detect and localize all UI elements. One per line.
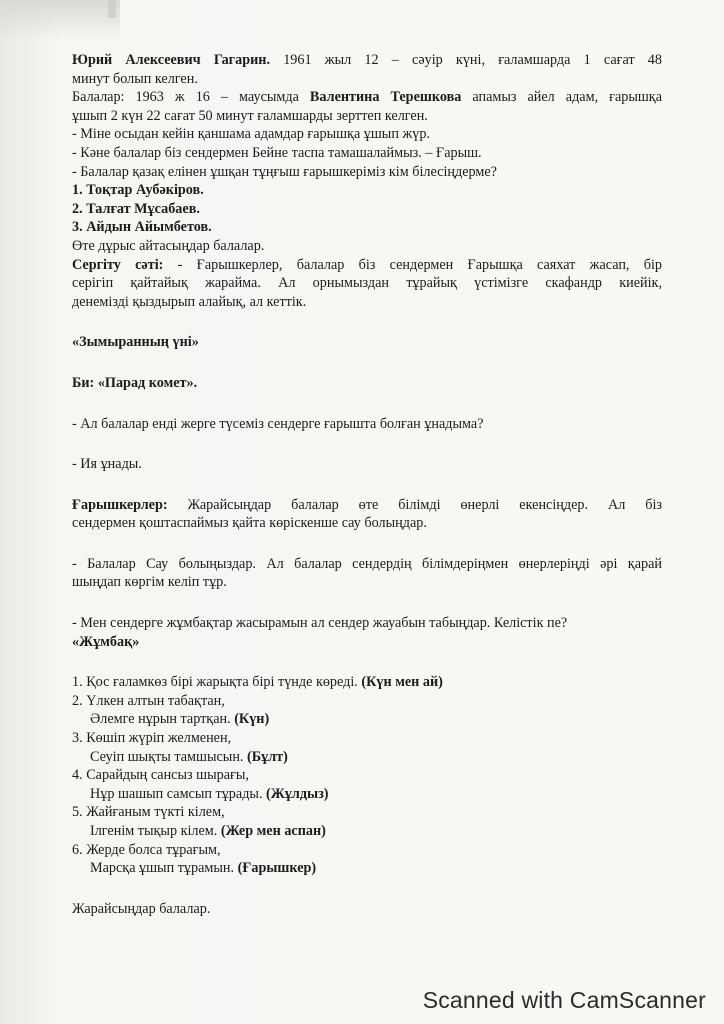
riddle-text: Сеуіп шықты тамшысын. [90,748,248,765]
text-line: минут болып келген. [72,70,198,87]
riddle-text: 6. Жерде болса тұрағым, [72,841,221,858]
paragraph-sergitu [72,256,662,275]
list-item: 3. Айдын Айымбетов. [72,219,212,236]
riddle-answer: (Бұлт) [247,748,288,765]
section-label: Сергіту сәті: [72,256,164,273]
riddle-text: Марсқа ұшып тұрамын. [90,860,238,877]
text-line: сендермен қоштаспаймыз қайта көріскенше сау болыңдар. [72,515,427,532]
list-item: 2. Талғат Мұсабаев. [72,200,200,217]
riddle-line [72,673,662,692]
page-fold-mark [108,0,116,18]
riddle-answer: (Ғарышкер) [237,860,317,877]
riddle-answer: (Күн) [234,711,270,728]
riddle-line [72,785,662,804]
name-gagarin: Юрий Алексеевич Гагарин. [72,52,271,68]
riddle-line [72,729,662,748]
riddle-text: 5. Жайғаным түкті кілем, [72,804,225,821]
text-fragment: Жарайсыңдар балалар өте білімді өнерлі екенсіңдер. Ал біз [167,496,662,513]
riddle-line [72,803,662,822]
text-fragment: - Ғарышкерлер, балалар біз сендермен Ғарышқа саяхат жасап, бір [163,256,662,273]
text-line: - Балалар Сау болыңыздар. Ал балалар сендердің білімдеріңмен өнерлеріңді әрі қарай [72,555,662,572]
riddle-answer: (Күн мен ай) [361,674,443,691]
riddle-line [72,859,662,878]
text-line: денемізді қыздырып алайық, ал кеттік. [72,293,307,310]
section-heading: Би: «Парад комет». [72,374,198,391]
text-line: ұшып 2 күн 22 сағат 50 минут ғаламшарды зерттеп келген. [72,107,428,124]
riddles-list [72,673,662,878]
text-line: - Міне осыдан кейін қаншама адамдар ғарышқа ұшып жүр. [72,126,431,143]
section-heading: «Зымыранның үні» [72,334,199,351]
text-line: шыңдап көргім келіп тұр. [72,574,227,591]
list-item: 1. Тоқтар Аубәкіров. [72,182,204,199]
section-heading: «Жұмбақ» [72,633,140,650]
riddle-answer: (Жер мен аспан) [220,823,326,839]
riddle-text: 4. Сарайдың сансыз шырағы, [72,767,249,784]
text-fragment: апамыз айел адам, ғарышқа [461,89,662,106]
closing-line: Жарайсыңдар балалар. [72,900,211,917]
paragraph-cosmonauts [72,496,662,515]
text-line: серігіп қайтайық жарайма. Ал орнымыздан тұрайық үстімізге скафандр киейік, [72,275,662,292]
text-line: - Ия ұнады. [72,456,142,473]
text-line: - Ал балалар енді жерге түсеміз сендерге ғарышта болған ұнадыма? [72,415,484,432]
riddle-line [72,841,662,860]
text-fragment: Балалар: 1963 ж 16 – маусымда [72,89,310,106]
paragraph-gagarin [72,51,662,70]
riddle-text: 2. Үлкен алтын табақтан, [72,692,225,709]
riddle-line [72,710,662,729]
name-tereshkova: Валентина Терешкова [309,89,462,106]
document-body [72,51,662,918]
scan-shadow [0,0,120,40]
text-line: - Балалар қазақ елінен ұшқан тұңғыш ғарышкеріміз кім білесіңдерме? [72,163,497,180]
riddle-line [72,766,662,785]
riddle-line [72,692,662,711]
text-line: Өте дұрыс айтасыңдар балалар. [72,237,265,254]
text-line: - Кәне балалар біз сендермен Бейне таспа тамашалаймыз. – Ғарыш. [72,144,482,161]
section-label: Ғарышкерлер: [72,496,168,513]
riddle-line [72,748,662,767]
riddle-text: Әлемге нұрын тартқан. [90,711,235,728]
paragraph-tereshkova [72,88,662,107]
riddle-text: Ілгенім тықыр кілем. [90,823,221,839]
riddle-text: 1. Қос ғаламкөз бірі жарықта бірі түнде көреді. [72,674,362,691]
riddle-answer: (Жұлдыз) [266,785,329,802]
camscanner-watermark: Scanned with CamScanner [422,987,706,1013]
riddle-text: Нұр шашып самсып тұрады. [90,785,267,802]
riddle-text: 3. Көшіп жүріп желменен, [72,730,232,747]
text-line: 1961 жыл 12 – сәуір күні, ғаламшарда 1 сағат 48 [270,52,662,68]
riddle-line [72,822,662,841]
text-line: - Мен сендерге жұмбақтар жасырамын ал сендер жауабын табыңдар. Келістік пе? [72,615,568,632]
